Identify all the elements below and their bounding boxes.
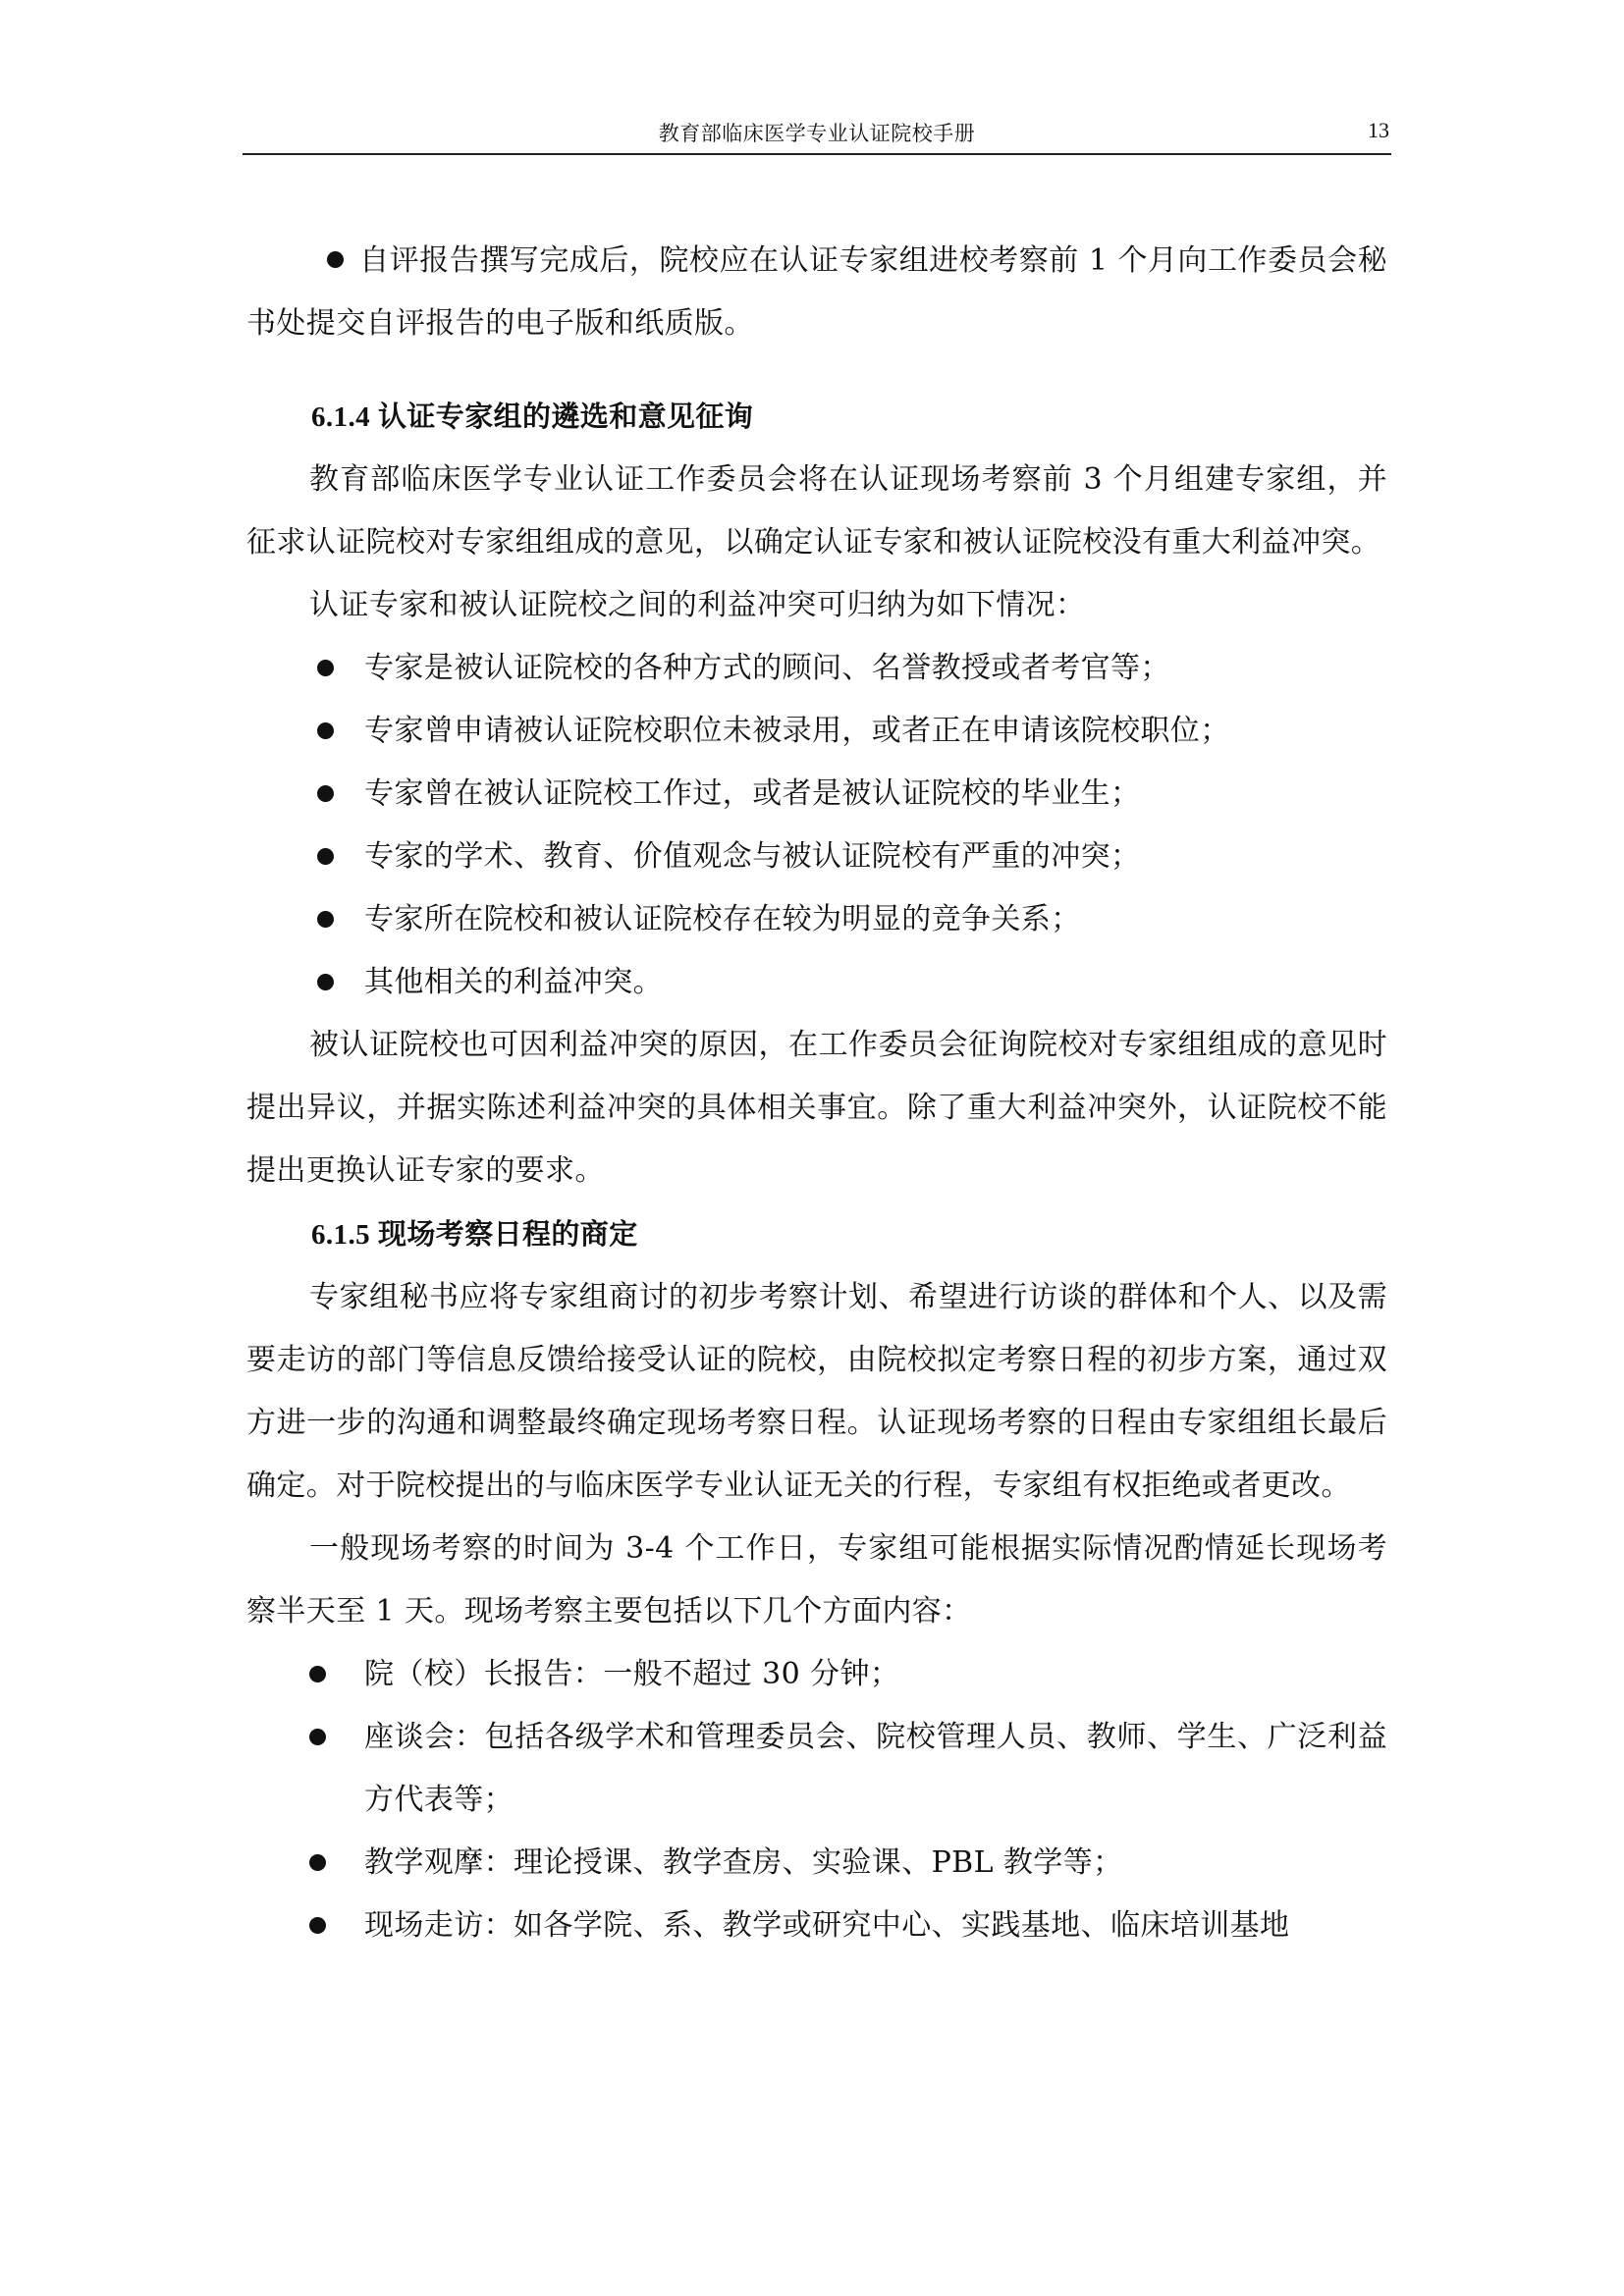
inspection-items-list [246, 1643, 1387, 1957]
list-item [246, 1706, 1387, 1832]
list-item-text: 专家的学术、教育、价值观念与被认证院校有严重的冲突； [364, 839, 1141, 874]
bullet-dot-icon [309, 1854, 326, 1871]
list-item-text: 教学观摩：理论授课、教学查房、实验课、PBL 教学等； [364, 1845, 1123, 1880]
section-number: 6.1.5 [311, 1219, 370, 1251]
paragraph: 专家组秘书应将专家组商讨的初步考察计划、希望进行访谈的群体和个人、以及需要走访的部门等信息反馈给接受认证的院校，由院校拟定考察日程的初步方案，通过双方进一步的沟通和调整最终确定现场考察日程。认证现场考察的日程由专家组组长最后确定。对于院校提出的与临床医学专业认证无关的行程，专家组有权拒绝或者更改。 [246, 1280, 1387, 1503]
page-header [243, 114, 1391, 155]
bullet-dot-icon [317, 974, 334, 990]
section-heading-6-1-4 [246, 385, 1387, 449]
list-item [246, 763, 1387, 826]
bullet-dot-icon [309, 1729, 326, 1745]
list-item-text: 专家曾申请被认证院校职位未被录用，或者正在申请该院校职位； [364, 714, 1230, 748]
intro-bullet-paragraph [246, 230, 1387, 355]
intro-bullet-text: 自评报告撰写完成后，院校应在认证专家组进校考察前 1 个月向工作委员会秘书处提交自评报告的电子版和纸质版。 [246, 243, 1387, 341]
bullet-dot-icon [317, 785, 334, 802]
bullet-dot-icon [317, 722, 334, 739]
paragraph: 认证专家和被认证院校之间的利益冲突可归纳为如下情况： [309, 588, 1086, 622]
list-item-text: 现场走访：如各学院、系、教学或研究中心、实践基地、临床培训基地 [364, 1908, 1290, 1943]
page-number: 13 [1368, 118, 1389, 142]
list-item-text: 座谈会：包括各级学术和管理委员会、院校管理人员、教师、学生、广泛利益方代表等； [364, 1720, 1387, 1817]
list-item [246, 1643, 1387, 1706]
bullet-dot-icon [317, 660, 334, 676]
list-item [246, 888, 1387, 951]
list-item [246, 1832, 1387, 1895]
list-item [246, 700, 1387, 763]
bullet-dot-icon [317, 848, 334, 865]
list-item-text: 专家是被认证院校的各种方式的顾问、名誉教授或者考官等； [364, 651, 1170, 685]
paragraph: 教育部临床医学专业认证工作委员会将在认证现场考察前 3 个月组建专家组，并征求认证院校对专家组组成的意见，以确定认证专家和被认证院校没有重大利益冲突。 [246, 462, 1387, 560]
section-number: 6.1.4 [311, 401, 370, 433]
section-title: 现场考察日程的商定 [378, 1217, 638, 1251]
bullet-dot-icon [327, 251, 344, 268]
list-item-text: 专家所在院校和被认证院校存在较为明显的竞争关系； [364, 902, 1081, 936]
list-item-text: 院（校）长报告：一般不超过 30 分钟； [364, 1657, 900, 1691]
list-item [246, 1895, 1387, 1957]
section-heading-6-1-5 [246, 1202, 1387, 1266]
section-title: 认证专家组的遴选和意见征询 [378, 400, 754, 433]
conflict-list [246, 637, 1387, 1014]
bullet-dot-icon [309, 1917, 326, 1934]
list-item [246, 637, 1387, 700]
page-content [246, 200, 1387, 1957]
list-item-text: 专家曾在被认证院校工作过，或者是被认证院校的毕业生； [364, 776, 1141, 811]
paragraph: 一般现场考察的时间为 3-4 个工作日，专家组可能根据实际情况酌情延长现场考察半天至 1 天。现场考察主要包括以下几个方面内容： [246, 1531, 1387, 1629]
bullet-dot-icon [309, 1666, 326, 1682]
list-item [246, 826, 1387, 888]
list-item [246, 951, 1387, 1014]
bullet-dot-icon [317, 911, 334, 928]
paragraph: 被认证院校也可因利益冲突的原因，在工作委员会征询院校对专家组组成的意见时提出异议，并据实陈述利益冲突的具体相关事宜。除了重大利益冲突外，认证院校不能提出更换认证专家的要求。 [246, 1028, 1387, 1188]
list-item-text: 其他相关的利益冲突。 [364, 965, 663, 999]
header-title: 教育部临床医学专业认证院校手册 [658, 122, 976, 145]
